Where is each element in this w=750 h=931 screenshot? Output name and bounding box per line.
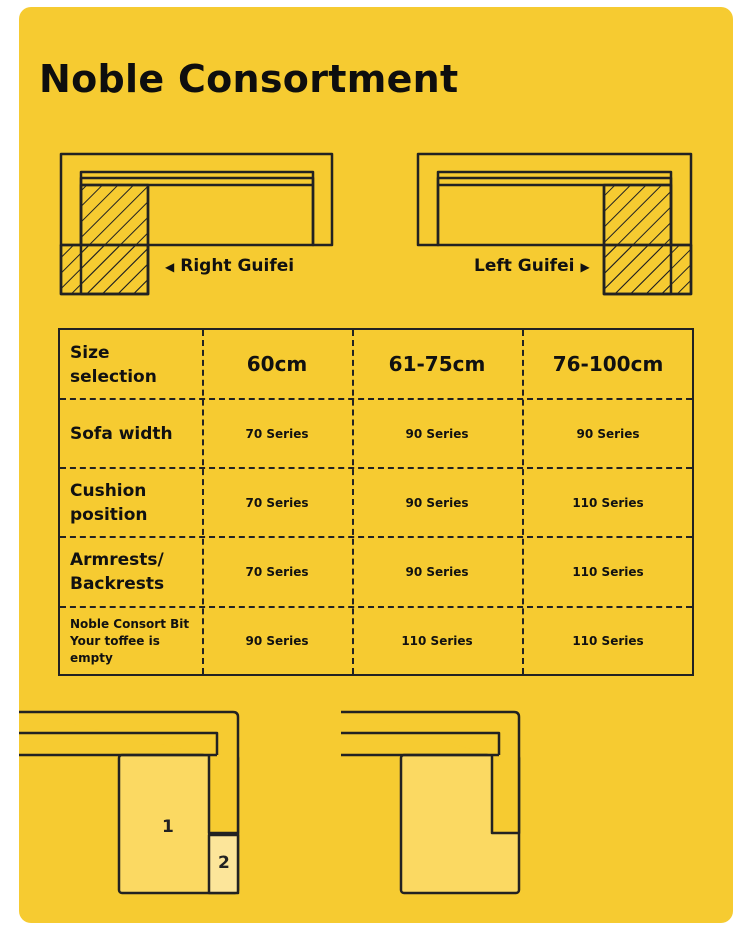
- table-cell: 110 Series: [401, 634, 473, 648]
- row-label-sofa-width: Sofa width: [70, 423, 173, 444]
- row-label-cushion-position: [60, 469, 202, 536]
- table-cell: 70 Series: [245, 565, 309, 579]
- size-selection-table: [58, 328, 694, 676]
- right-guifei-text: Right Guifei: [180, 256, 295, 276]
- row-label-line: Backrests: [70, 574, 165, 594]
- row-label-line: Your toffee is empty: [70, 633, 160, 665]
- row-label-line: Cushion: [70, 480, 147, 501]
- table-cell: 90 Series: [405, 565, 469, 579]
- page-title: Noble Consortment: [39, 57, 459, 101]
- cushion-split-diagram: [19, 707, 249, 907]
- table-cell: 90 Series: [576, 426, 640, 441]
- table-cell: 110 Series: [572, 565, 644, 579]
- cushion-number-1: 1: [162, 817, 174, 837]
- table-cell: 110 Series: [572, 634, 644, 648]
- column-header-76-100cm: 76-100cm: [552, 352, 664, 376]
- table-cell: 90 Series: [245, 634, 309, 648]
- column-header-61-75cm: 61-75cm: [388, 352, 486, 376]
- info-card: [19, 7, 733, 923]
- table-cell: 70 Series: [245, 495, 309, 510]
- right-guifei-label: [165, 256, 294, 276]
- table-cell: 70 Series: [245, 426, 309, 441]
- left-guifei-label: [474, 256, 590, 276]
- column-header-60cm: 60cm: [246, 352, 308, 376]
- cushion-whole-diagram: [339, 707, 539, 907]
- table-cell: 90 Series: [405, 495, 469, 510]
- cushion-number-2: 2: [218, 853, 230, 873]
- row-label-armrests-backrests: [60, 538, 202, 606]
- table-cell: 110 Series: [572, 495, 644, 510]
- arrow-left-icon: ◀: [165, 260, 175, 274]
- row-label-noble-consort-bit: [60, 608, 202, 674]
- table-cell: 90 Series: [405, 426, 469, 441]
- row-label-line: Armrests/: [70, 550, 164, 570]
- row-label-line: position: [70, 504, 148, 525]
- arrow-right-icon: ▶: [580, 260, 590, 274]
- left-guifei-text: Left Guifei: [474, 256, 575, 276]
- size-selection-header: Size selection: [70, 343, 157, 387]
- row-label-line: Noble Consort Bit: [70, 616, 190, 631]
